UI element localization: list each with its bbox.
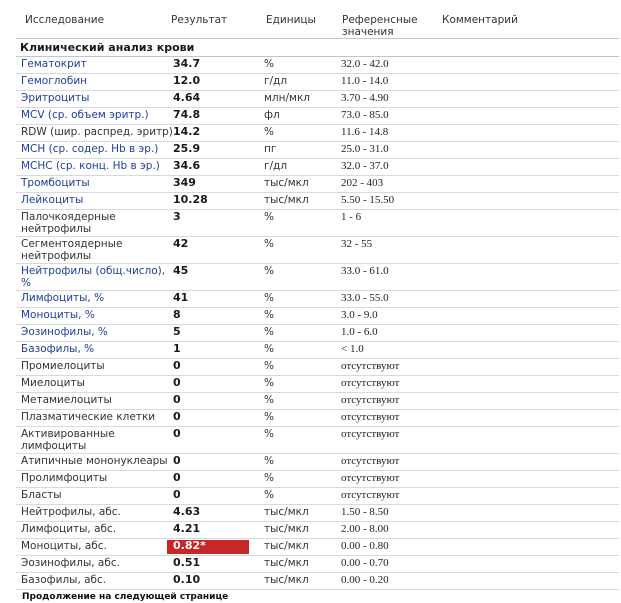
unit: тыс/мкл [264, 177, 309, 189]
table-row [16, 291, 619, 308]
result-value: 0 [173, 376, 181, 389]
reference-range: 1 - 6 [341, 211, 362, 223]
reference-range: 3.70 - 4.90 [341, 92, 389, 104]
test-name: Бласты [21, 489, 62, 501]
test-name: Эритроциты [21, 92, 90, 104]
result-value: 4.21 [173, 522, 201, 535]
unit: % [264, 377, 274, 389]
result-value: 349 [173, 176, 196, 189]
result-value: 4.64 [173, 91, 201, 104]
table-row [16, 359, 619, 376]
test-name: MCV (ср. объем эритр.) [21, 109, 149, 121]
table-row [16, 91, 619, 108]
unit: тыс/мкл [264, 194, 309, 206]
reference-range: 25.0 - 31.0 [341, 143, 389, 155]
test-name: Миелоциты [21, 377, 85, 389]
test-name: Активированные лимфоциты [21, 428, 115, 452]
reference-range: 11.6 - 14.8 [341, 126, 389, 138]
test-name: Лимфоциты, абс. [21, 523, 117, 535]
table-row [16, 237, 619, 264]
test-name: Пролимфоциты [21, 472, 108, 484]
unit: % [264, 58, 274, 70]
reference-range: 32.0 - 37.0 [341, 160, 389, 172]
test-name: Лейкоциты [21, 194, 84, 206]
result-value: 45 [173, 264, 189, 277]
reference-range: отсутствуют [341, 394, 400, 406]
reference-range: 202 - 403 [341, 177, 384, 189]
reference-range: 5.50 - 15.50 [341, 194, 395, 206]
table-row [16, 522, 619, 539]
table-row [16, 57, 619, 74]
results-table [16, 57, 619, 590]
reference-range: отсутствуют [341, 489, 400, 501]
unit: млн/мкл [264, 92, 311, 104]
result-value: 0.10 [173, 573, 201, 586]
table-row [16, 264, 619, 291]
unit: г/дл [264, 160, 288, 172]
table-row [16, 342, 619, 359]
table-row [16, 556, 619, 573]
table-row [16, 325, 619, 342]
result-value: 25.9 [173, 142, 201, 155]
result-value: 3 [173, 210, 181, 223]
result-value: 8 [173, 308, 181, 321]
unit: % [264, 126, 274, 138]
unit: % [264, 265, 274, 277]
test-name: Палочкоядерные нейтрофилы [21, 211, 116, 235]
test-name: Метамиелоциты [21, 394, 112, 406]
unit: % [264, 394, 274, 406]
result-value: 0 [173, 471, 181, 484]
test-name: Атипичные мононуклеары [21, 455, 168, 467]
table-row [16, 427, 619, 454]
result-value: 0.51 [173, 556, 201, 569]
reference-range: 11.0 - 14.0 [341, 75, 389, 87]
test-name: Эозинофилы, абс. [21, 557, 120, 569]
unit: % [264, 472, 274, 484]
unit: % [264, 343, 274, 355]
reference-range: отсутствуют [341, 411, 400, 423]
unit: тыс/мкл [264, 506, 309, 518]
test-name: Базофилы, абс. [21, 574, 107, 586]
result-value: 41 [173, 291, 189, 304]
unit: тыс/мкл [264, 557, 309, 569]
reference-range: 0.00 - 0.70 [341, 557, 389, 569]
result-value: 0 [173, 359, 181, 372]
unit: % [264, 489, 274, 501]
test-name: Тромбоциты [21, 177, 90, 189]
table-row [16, 471, 619, 488]
result-value: 1 [173, 342, 181, 355]
reference-range: 32.0 - 42.0 [341, 58, 389, 70]
test-name: Нейтрофилы (общ.число), % [21, 265, 166, 289]
table-row [16, 539, 619, 556]
header-units: Единицы [266, 14, 316, 26]
unit: пг [264, 143, 277, 155]
table-row [16, 410, 619, 427]
reference-range: отсутствуют [341, 360, 400, 372]
table-row [16, 488, 619, 505]
reference-range: 0.00 - 0.20 [341, 574, 389, 586]
reference-range: отсутствуют [341, 472, 400, 484]
reference-range: отсутствуют [341, 377, 400, 389]
unit: % [264, 211, 274, 223]
unit: фл [264, 109, 280, 121]
header-test: Исследование [25, 14, 105, 26]
table-row [16, 454, 619, 471]
result-value: 0 [173, 488, 181, 501]
result-value: 0 [173, 393, 181, 406]
test-name: Эозинофилы, % [21, 326, 108, 338]
table-row [16, 573, 619, 590]
unit: тыс/мкл [264, 540, 309, 552]
test-name: Гематокрит [21, 58, 87, 70]
table-row [16, 210, 619, 237]
table-row [16, 159, 619, 176]
reference-range: < 1.0 [341, 343, 364, 355]
unit: % [264, 326, 274, 338]
header-reference [342, 14, 418, 38]
reference-range: 2.00 - 8.00 [341, 523, 389, 535]
table-row [16, 74, 619, 91]
result-value: 0 [173, 410, 181, 423]
table-row [16, 108, 619, 125]
table-row [16, 505, 619, 522]
result-value: 4.63 [173, 505, 201, 518]
test-name: Плазматические клетки [21, 411, 156, 423]
result-value: 34.7 [173, 57, 201, 70]
test-name: MCH (ср. содер. Hb в эр.) [21, 143, 159, 155]
result-value: 0 [173, 454, 181, 467]
test-name: Базофилы, % [21, 343, 95, 355]
test-name: Моноциты, % [21, 309, 95, 321]
result-value: 12.0 [173, 74, 201, 87]
table-row [16, 142, 619, 159]
reference-range: 33.0 - 55.0 [341, 292, 389, 304]
table-header [16, 0, 619, 39]
reference-range: 73.0 - 85.0 [341, 109, 389, 121]
header-reference-line1: Референсные [342, 14, 418, 26]
unit: % [264, 428, 274, 440]
reference-range: 0.00 - 0.80 [341, 540, 389, 552]
result-value: 5 [173, 325, 181, 338]
header-result: Результат [171, 14, 228, 26]
result-value: 74.8 [173, 108, 201, 121]
result-value: 34.6 [173, 159, 201, 172]
unit: % [264, 360, 274, 372]
test-name: Промиелоциты [21, 360, 105, 372]
test-name: MCHC (ср. конц. Hb в эр.) [21, 160, 160, 172]
reference-range: отсутствуют [341, 428, 400, 440]
reference-range: отсутствуют [341, 455, 400, 467]
test-name: Гемоглобин [21, 75, 88, 87]
unit: % [264, 292, 274, 304]
table-row [16, 193, 619, 210]
header-reference-line2: значения [342, 26, 394, 38]
result-value: 10.28 [173, 193, 208, 206]
result-value: 42 [173, 237, 189, 250]
unit: % [264, 309, 274, 321]
continuation-note: Продолжение на следующей странице [22, 592, 229, 602]
reference-range: 33.0 - 61.0 [341, 265, 389, 277]
test-name: Нейтрофилы, абс. [21, 506, 121, 518]
unit: % [264, 238, 274, 250]
test-name: Лимфоциты, % [21, 292, 105, 304]
table-row [16, 125, 619, 142]
test-name: Моноциты, абс. [21, 540, 107, 552]
result-value: 14.2 [173, 125, 201, 138]
result-value-flagged: 0.82* [167, 540, 249, 554]
reference-range: 3.0 - 9.0 [341, 309, 378, 321]
test-name: RDW (шир. распред. эритр) [21, 126, 173, 138]
unit: тыс/мкл [264, 574, 309, 586]
unit: % [264, 455, 274, 467]
unit: г/дл [264, 75, 288, 87]
reference-range: 1.50 - 8.50 [341, 506, 389, 518]
unit: % [264, 411, 274, 423]
table-row [16, 376, 619, 393]
reference-range: 1.0 - 6.0 [341, 326, 378, 338]
result-value: 0 [173, 427, 181, 440]
header-comment: Комментарий [442, 14, 518, 26]
test-name: Сегментоядерные нейтрофилы [21, 238, 123, 262]
table-row [16, 308, 619, 325]
table-row [16, 176, 619, 193]
reference-range: 32 - 55 [341, 238, 373, 250]
table-row [16, 393, 619, 410]
unit: тыс/мкл [264, 523, 309, 535]
section-title: Клинический анализ крови [20, 41, 195, 54]
